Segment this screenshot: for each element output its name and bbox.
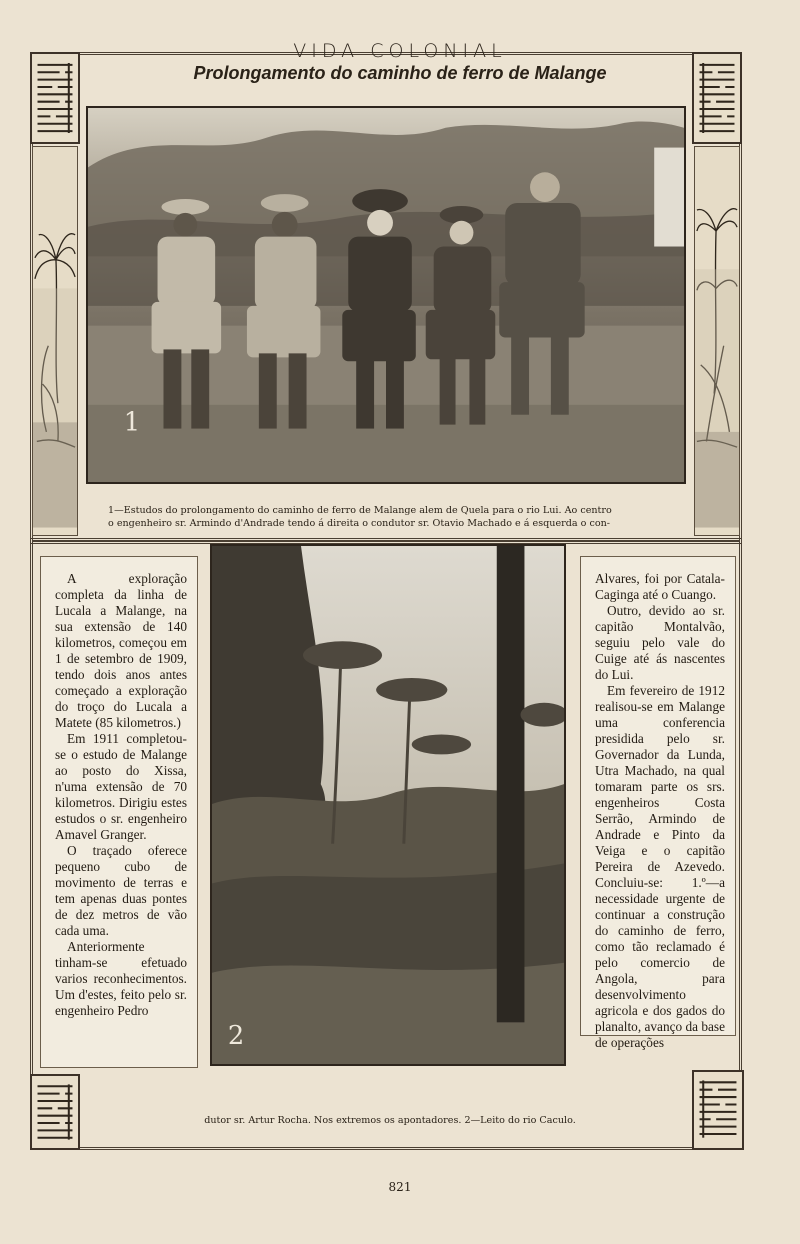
photo-surveyors-group bbox=[86, 106, 686, 484]
palm-illustration-right bbox=[694, 146, 740, 536]
palm-illustration-left bbox=[32, 146, 78, 536]
corner-ornament-top-left bbox=[30, 52, 80, 144]
paragraph: Alvares, foi por Catala-Caginga até o Cuango. bbox=[595, 571, 725, 602]
photo-caption-bottom: dutor sr. Artur Rocha. Nos extremos os apontadores. 2—Leito do rio Caculo. bbox=[204, 1115, 576, 1126]
photo-number-2: 2 bbox=[227, 1021, 245, 1052]
article-text-right bbox=[580, 556, 736, 1050]
photo-river-bed bbox=[210, 544, 566, 1066]
section-title: VIDA COLONIAL bbox=[293, 40, 507, 62]
paragraph: A exploração completa da linha de Lucala a Malange, na sua extensão de 140 kilometros, começou em 1 de setembro de 1909, tendo dois anos antes começado a exploração do troço do Lucala a Matete (85 kilometros.) bbox=[55, 571, 187, 730]
paragraph: Em 1911 completou-se o estudo de Malange ao posto do Xissa, n'uma extensão de 70 kilometros. Dirigiu estes estudos o sr. engenheiro Amavel Granger. bbox=[55, 731, 187, 842]
paragraph: Outro, devido ao sr. capitão Montalvão, seguiu pelo vale do Cuige até ás nascentes do Lui. bbox=[595, 603, 725, 682]
page-number: 821 bbox=[388, 1180, 412, 1194]
paragraph: Anteriormente tinham-se efetuado varios reconhecimentos. Um d'estes, feito pelo sr. engenheiro Pedro bbox=[55, 939, 187, 1018]
paragraph: O traçado oferece pequeno cubo de movimento de terras e tem apenas duas pontes de dez metros de vão cada uma. bbox=[55, 843, 187, 938]
page-header bbox=[80, 40, 720, 84]
photo-number-1: 1 bbox=[123, 407, 141, 438]
caption-line: 1—Estudos do prolongamento do caminho de ferro de Malange alem de Quela para o rio Lui. Ao centro bbox=[108, 505, 612, 516]
corner-ornament-bottom-left bbox=[30, 1074, 80, 1150]
article-title: Prolongamento do caminho de ferro de Malange bbox=[193, 63, 607, 83]
photo-caption-top bbox=[108, 504, 688, 530]
article-text-left bbox=[40, 556, 198, 1068]
corner-ornament-bottom-right bbox=[692, 1070, 744, 1150]
caption-line: o engenheiro sr. Armindo d'Andrade tendo á direita o condutor sr. Otavio Machado e á esquerda o con- bbox=[108, 518, 611, 529]
paragraph: Em fevereiro de 1912 realisou-se em Malange uma conferencia presidida pelo sr. Governador da Lunda, Utra Machado, na qual tomaram parte os srs. engenheiros Costa Serrão, Armindo de Andrade e Pinto da Veiga e o capitão Pereira de Azevedo. Concluiu-se: 1.º—a necessidade urgente de continuar a construção do caminho de ferro, como tão reclamado é pelo comercio de Angola, para desenvolvimento agricola e dos gados do planalto, avanço da base de operações bbox=[595, 683, 725, 1050]
